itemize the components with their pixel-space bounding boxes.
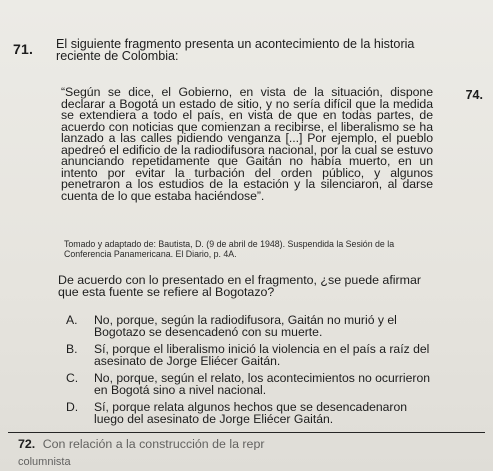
question-prompt: De acuerdo con lo presentado en el fragmento, ¿se puede afirmar que esta fuente se refiere al Bogotazo? [58, 273, 421, 299]
next-question-line2: columnista [18, 456, 71, 466]
next-question-text: Con relación a la construcción de la repr [42, 438, 265, 450]
next-question [18, 438, 488, 450]
answer-options [66, 315, 440, 431]
option-letter: D. [66, 400, 79, 414]
section-divider [8, 432, 485, 433]
option-letter: A. [66, 313, 78, 327]
question-number: 71. [13, 41, 34, 57]
option-letter: B. [66, 342, 78, 356]
historical-quote: “Según se dice, el Gobierno, en vista de la situación, dispone declarar a Bogotá un estado de sitio, y no sería difícil que la medida se extendiera a todo el país, en vista de que en todas partes, de acuerdo con noticias que comienzan a recibirse, el liberalismo se ha lanzado a las calles pidiendo venganza [...] Por ejemplo, el pueblo apedreó el edificio de la radiodifusora nacional, por la cual se estuvo anunciando repetidamente que Gaitán no había muerto, en un intento por evitar la turbación del orden público, y algunos penetraron a los estudios de la estación y la silenciaron, al darse cuenta de lo que estaba haciéndose”. [61, 85, 433, 203]
quote-source: Tomado y adaptado de: Bautista, D. (9 de abril de 1948). Suspendida la Sesión de la Conferencia Panamericana. El Diario, p. 4A. [64, 239, 395, 259]
option-letter: C. [66, 371, 79, 385]
question-stem: El siguiente fragmento presenta un acontecimiento de la historia reciente de Colombia: [56, 37, 415, 63]
option-text: No, porque, según el relato, los acontecimientos no ocurrieron en Bogotá sino a nivel nacional. [94, 371, 431, 397]
next-question-number: 72. [18, 438, 36, 450]
option-text: Sí, porque relata algunos hechos que se desencadenaron luego del asesinato de Jorge Eliécer Gaitán. [94, 400, 408, 426]
margin-number: 74. [465, 88, 483, 102]
answer-option-c[interactable] [66, 373, 440, 396]
answer-option-a[interactable] [66, 315, 440, 338]
option-text: No, porque, según la radiodifusora, Gaitán no murió y el Bogotazo se desencadenó con su muerte. [94, 313, 397, 339]
answer-option-b[interactable] [66, 344, 440, 367]
option-text: Sí, porque el liberalismo inició la violencia en el país a raíz del asesinato de Jorge Eliécer Gaitán. [94, 342, 430, 368]
answer-option-d[interactable] [66, 402, 440, 425]
